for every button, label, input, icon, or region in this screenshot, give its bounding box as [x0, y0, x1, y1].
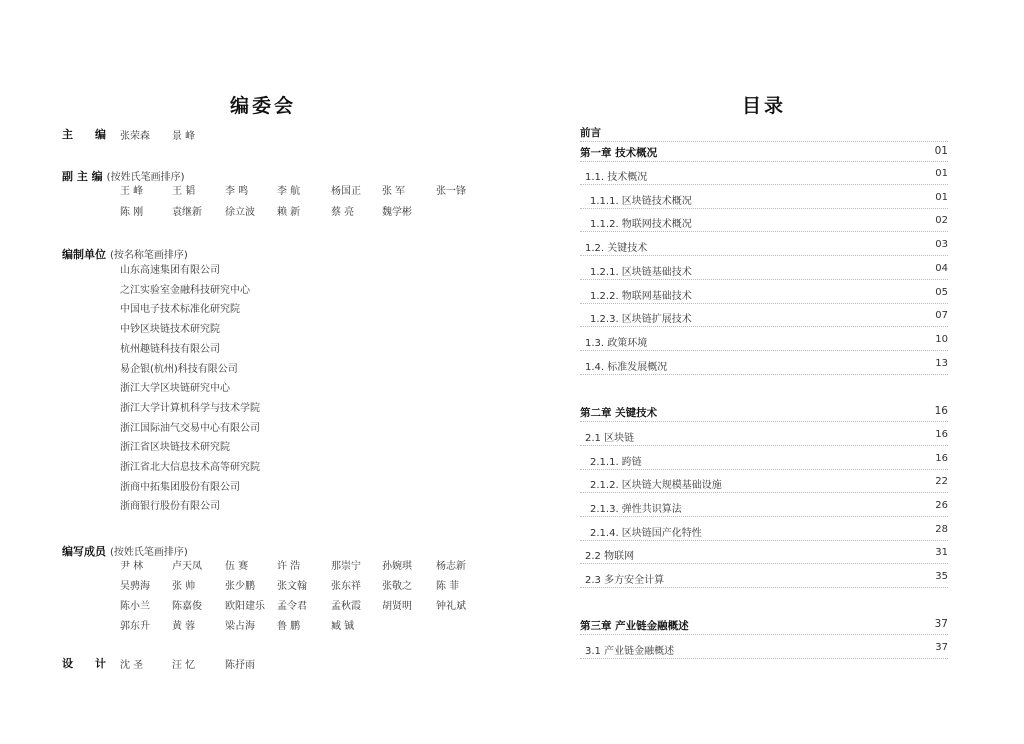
toc-divider	[580, 161, 948, 162]
member-name: 卢天凤	[172, 561, 202, 572]
toc-divider	[580, 469, 948, 470]
deputy-editor-name: 王 峰	[120, 186, 144, 197]
design-label: 设 计	[62, 657, 106, 670]
toc-chapter-row[interactable]	[580, 405, 948, 419]
deputy-editor-name: 赖 新	[277, 207, 301, 218]
toc-divider	[580, 421, 948, 422]
member-name: 尹 林	[120, 561, 144, 572]
toc-section-row[interactable]	[580, 192, 948, 206]
toc-entry-text: 1.3. 政策环境	[585, 338, 648, 349]
chief-editor-name: 张荣森	[120, 131, 150, 142]
toc-entry-text: 2.1.4. 区块链国产化特性	[590, 528, 702, 539]
editorial-board-title: 编委会	[230, 95, 297, 117]
member-name: 陈嘉俊	[172, 601, 202, 612]
toc-page-number: 16	[935, 453, 948, 464]
toc-entry-text: 第二章 关键技术	[580, 407, 658, 419]
toc-entry-text: 1.4. 标准发展概况	[585, 362, 668, 373]
toc-divider	[580, 374, 948, 375]
member-name: 张东祥	[331, 581, 361, 592]
toc-page-number: 16	[934, 405, 948, 417]
toc-section-row[interactable]	[580, 500, 948, 514]
toc-entry-text: 2.3 多方安全计算	[585, 575, 665, 586]
toc-divider	[580, 540, 948, 541]
deputy-editor-name: 杨国正	[331, 186, 361, 197]
members-note: (按姓氏笔画排序)	[110, 547, 188, 558]
deputy-editor-name: 徐立波	[225, 207, 255, 218]
toc-divider	[580, 208, 948, 209]
toc-entry-text: 1.2.2. 物联网基础技术	[590, 291, 692, 302]
member-name: 陈 菲	[436, 581, 460, 592]
units-label: 编制单位	[62, 248, 106, 261]
member-name: 鲁 鹏	[277, 621, 301, 632]
toc-divider	[580, 492, 948, 493]
member-name: 那崇宁	[331, 561, 361, 572]
member-name: 伍 赛	[225, 561, 249, 572]
deputy-editors-note: (按姓氏笔画排序)	[106, 172, 185, 183]
deputy-editor-name: 袁继新	[172, 207, 202, 218]
toc-entry-text: 1.2. 关键技术	[585, 243, 648, 254]
toc-entry-text: 2.1 区块链	[585, 433, 635, 444]
toc-page-number: 01	[935, 168, 948, 179]
toc-page-number: 35	[935, 571, 948, 582]
deputy-editor-name: 陈 刚	[120, 207, 144, 218]
deputy-editor-name: 张 军	[382, 186, 406, 197]
toc-entry-text: 1.1.2. 物联网技术概况	[590, 219, 692, 230]
toc-entry-text: 2.1.2. 区块链大规模基础设施	[590, 480, 722, 491]
unit-item: 浙商银行股份有限公司	[120, 501, 220, 513]
toc-entry-text: 1.2.3. 区块链扩展技术	[590, 314, 692, 325]
unit-item: 山东高速集团有限公司	[120, 265, 220, 276]
toc-page-number: 01	[935, 192, 948, 203]
toc-divider	[580, 445, 948, 446]
toc-page-number: 28	[935, 524, 948, 535]
toc-divider	[580, 350, 948, 351]
members-label: 编写成员	[62, 545, 106, 558]
designer-name: 汪 忆	[172, 660, 196, 671]
units-note: (按名称笔画排序)	[110, 250, 188, 261]
toc-entry-text: 2.1.3. 弹性共识算法	[590, 504, 682, 515]
member-name: 钟礼斌	[436, 601, 466, 612]
toc-page-number: 03	[935, 239, 948, 250]
toc-page-number: 10	[935, 334, 948, 345]
unit-item: 浙江省区块链技术研究院	[120, 442, 230, 454]
toc-page-number: 31	[935, 547, 948, 558]
unit-item: 浙江省北大信息技术高等研究院	[120, 462, 260, 473]
member-name: 吴骋海	[120, 581, 150, 592]
toc-entry-text: 2.2 物联网	[585, 551, 635, 562]
chief-editor-label: 主 编	[62, 128, 106, 141]
member-name: 陈小兰	[120, 601, 150, 612]
toc-entry-text: 1.2.1. 区块链基础技术	[590, 267, 692, 278]
toc-entry-text: 1.1.1. 区块链技术概况	[590, 196, 692, 207]
deputy-editor-name: 张一锋	[436, 186, 466, 197]
toc-section-row[interactable]	[580, 215, 948, 229]
toc-section-row[interactable]	[580, 287, 948, 301]
toc-section-row[interactable]	[580, 263, 948, 277]
member-name: 孟令君	[277, 601, 307, 612]
toc-section-row[interactable]	[580, 358, 948, 372]
toc-entry-text: 第一章 技术概况	[580, 147, 658, 159]
toc-divider	[580, 303, 948, 304]
toc-page-number: 16	[935, 429, 948, 440]
toc-divider	[580, 587, 948, 588]
deputy-editor-name: 王 韬	[172, 186, 196, 197]
toc-entry-text: 2.1.1. 跨链	[590, 457, 642, 468]
toc-section-row[interactable]	[580, 429, 948, 443]
member-name: 欧阳建乐	[225, 601, 265, 612]
toc-entry-text: 第三章 产业链金融概述	[580, 620, 689, 632]
toc-page-number: 37	[934, 618, 948, 630]
toc-title: 目录	[742, 95, 787, 117]
unit-item: 浙江大学计算机科学与技术学院	[120, 402, 260, 414]
toc-divider	[580, 141, 948, 142]
toc-page-number: 04	[935, 263, 948, 274]
unit-item: 易企银(杭州)科技有限公司	[120, 363, 238, 375]
member-name: 郭东升	[120, 621, 150, 632]
toc-divider	[580, 563, 948, 564]
member-name: 张敬之	[382, 581, 412, 592]
toc-page-number: 07	[935, 310, 948, 321]
toc-page-number: 37	[935, 642, 948, 653]
toc-section-row[interactable]	[580, 310, 948, 324]
member-name: 黄 蓉	[172, 621, 196, 632]
toc-section-row[interactable]	[580, 168, 948, 182]
toc-chapter-row[interactable]	[580, 618, 948, 632]
toc-section-row[interactable]	[580, 476, 948, 490]
toc-section-row[interactable]	[580, 571, 948, 585]
member-name: 许 浩	[277, 561, 301, 572]
toc-page-number: 13	[935, 358, 948, 369]
toc-entry-text: 3.1 产业链金融概述	[585, 646, 675, 657]
member-name: 张 帅	[172, 581, 196, 592]
toc-section-row[interactable]	[580, 547, 948, 561]
toc-section-row[interactable]	[580, 239, 948, 253]
toc-section-row[interactable]	[580, 453, 948, 467]
toc-section-row[interactable]	[580, 524, 948, 538]
toc-page-number: 05	[935, 287, 948, 298]
unit-item: 浙江国际油气交易中心有限公司	[120, 422, 260, 434]
member-name: 梁占海	[225, 621, 255, 632]
chief-editor-name: 景 峰	[172, 131, 196, 142]
toc-section-row[interactable]	[580, 334, 948, 348]
unit-item: 中钞区块链技术研究院	[120, 324, 220, 336]
deputy-editor-name: 李 鸣	[225, 186, 249, 197]
toc-entry-text: 1.1. 技术概况	[585, 172, 648, 183]
member-name: 臧 铖	[331, 621, 355, 632]
toc-divider	[580, 658, 948, 659]
designer-name: 沈 圣	[120, 660, 144, 671]
toc-page-number: 22	[935, 476, 948, 487]
member-name: 张文翰	[277, 581, 307, 592]
unit-item: 之江实验室金融科技研究中心	[120, 284, 250, 296]
designer-name: 陈抒雨	[225, 660, 255, 671]
toc-divider	[580, 326, 948, 327]
member-name: 张少鹏	[225, 581, 255, 592]
toc-page-number: 26	[935, 500, 948, 511]
deputy-editor-name: 李 航	[277, 186, 301, 197]
toc-divider	[580, 634, 948, 635]
unit-item: 浙江大学区块链研究中心	[120, 383, 230, 395]
unit-item: 杭州趣链科技有限公司	[120, 343, 220, 355]
deputy-editor-name: 魏学彬	[382, 207, 412, 218]
toc-divider	[580, 255, 948, 256]
deputy-editors-label: 副 主 编	[62, 170, 103, 183]
toc-divider	[580, 516, 948, 517]
member-name: 孟秋霞	[331, 601, 361, 612]
deputy-editor-name: 蔡 亮	[331, 207, 355, 218]
unit-item: 浙商中拓集团股份有限公司	[120, 481, 240, 493]
toc-chapter-row[interactable]	[580, 145, 948, 159]
units-heading	[62, 243, 188, 262]
toc-section-row[interactable]	[580, 642, 948, 656]
toc-divider	[580, 279, 948, 280]
unit-item: 中国电子技术标准化研究院	[120, 304, 240, 316]
toc-divider	[580, 184, 948, 185]
toc-divider	[580, 231, 948, 232]
toc-page-number: 01	[934, 145, 948, 157]
member-name: 孙婉琪	[382, 561, 412, 572]
member-name: 杨志新	[436, 561, 466, 572]
toc-page-number: 02	[935, 215, 948, 226]
member-name: 胡贤明	[382, 601, 412, 612]
toc-preface[interactable]: 前言	[580, 127, 601, 139]
